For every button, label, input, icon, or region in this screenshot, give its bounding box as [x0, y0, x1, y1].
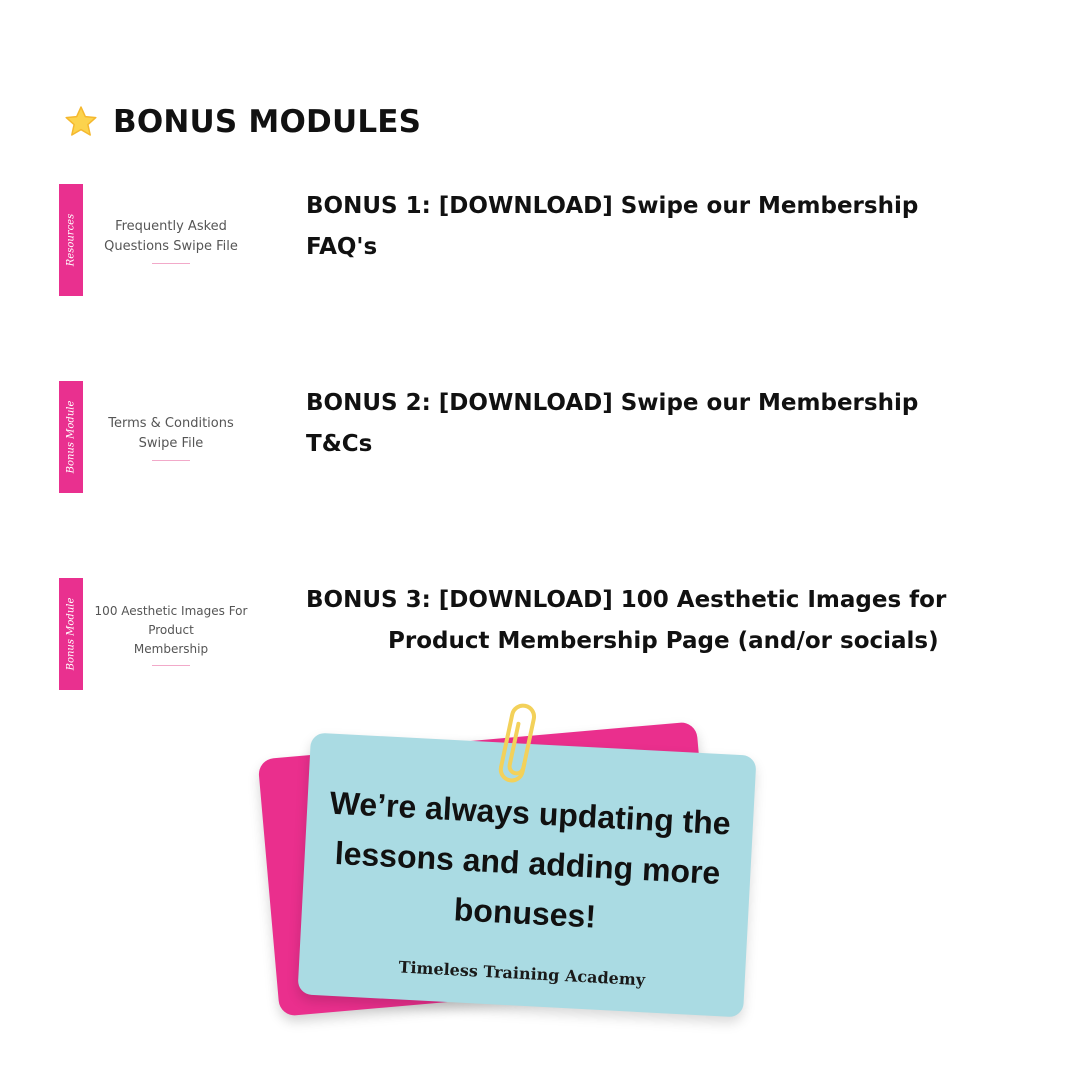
thumbnail-strip — [59, 381, 83, 493]
module-title-line: FAQ's — [306, 234, 378, 260]
star-icon — [63, 104, 99, 140]
thumbnail-strip-label: Resources — [65, 213, 77, 267]
thumbnail-caption-line: 100 Aesthetic Images For — [94, 604, 248, 618]
module-thumbnail[interactable] — [59, 578, 259, 690]
module-title-line: BONUS 1: [DOWNLOAD] Swipe our Membership — [306, 193, 919, 219]
thumbnail-strip-label: Bonus Module — [65, 400, 77, 474]
section-header — [63, 100, 421, 144]
thumbnail-caption — [89, 381, 253, 493]
module-thumbnail[interactable] — [59, 381, 259, 493]
thumbnail-caption — [89, 578, 253, 690]
module-title-link[interactable] — [306, 580, 946, 662]
module-title-line: BONUS 2: [DOWNLOAD] Swipe our Membership — [306, 390, 919, 416]
thumbnail-underline — [152, 460, 190, 461]
thumbnail-strip — [59, 184, 83, 296]
sticky-note-graphic — [262, 700, 762, 1040]
note-signature: Timeless Training Academy — [398, 957, 646, 990]
module-title-line: BONUS 3: [DOWNLOAD] 100 Aesthetic Images for — [306, 587, 947, 613]
thumbnail-caption-line: Frequently Asked — [115, 218, 227, 234]
thumbnail-strip — [59, 578, 83, 690]
thumbnail-caption-line: Swipe File — [138, 435, 204, 451]
thumbnail-caption — [89, 184, 253, 296]
thumbnail-caption-line: Membership — [133, 642, 209, 656]
thumbnail-caption-line: Product — [148, 623, 194, 637]
module-thumbnail[interactable] — [59, 184, 259, 296]
module-row-bonus-1 — [59, 184, 959, 296]
module-title-line: T&Cs — [306, 431, 373, 457]
thumbnail-caption-line: Questions Swipe File — [104, 238, 238, 254]
module-title-line: Product Membership Page (and/or socials) — [388, 628, 939, 654]
thumbnail-strip-label: Bonus Module — [65, 597, 77, 671]
thumbnail-caption-line: Terms & Conditions — [108, 415, 234, 431]
module-row-bonus-2 — [59, 381, 959, 493]
note-message: We’re always updating the lessons and adding more bonuses! — [328, 784, 732, 935]
module-title-link[interactable] — [306, 186, 946, 268]
section-title: BONUS MODULES — [113, 104, 422, 140]
module-row-bonus-3 — [59, 578, 959, 690]
module-title-link[interactable] — [306, 383, 946, 465]
thumbnail-underline — [152, 263, 190, 264]
thumbnail-underline — [152, 665, 190, 666]
